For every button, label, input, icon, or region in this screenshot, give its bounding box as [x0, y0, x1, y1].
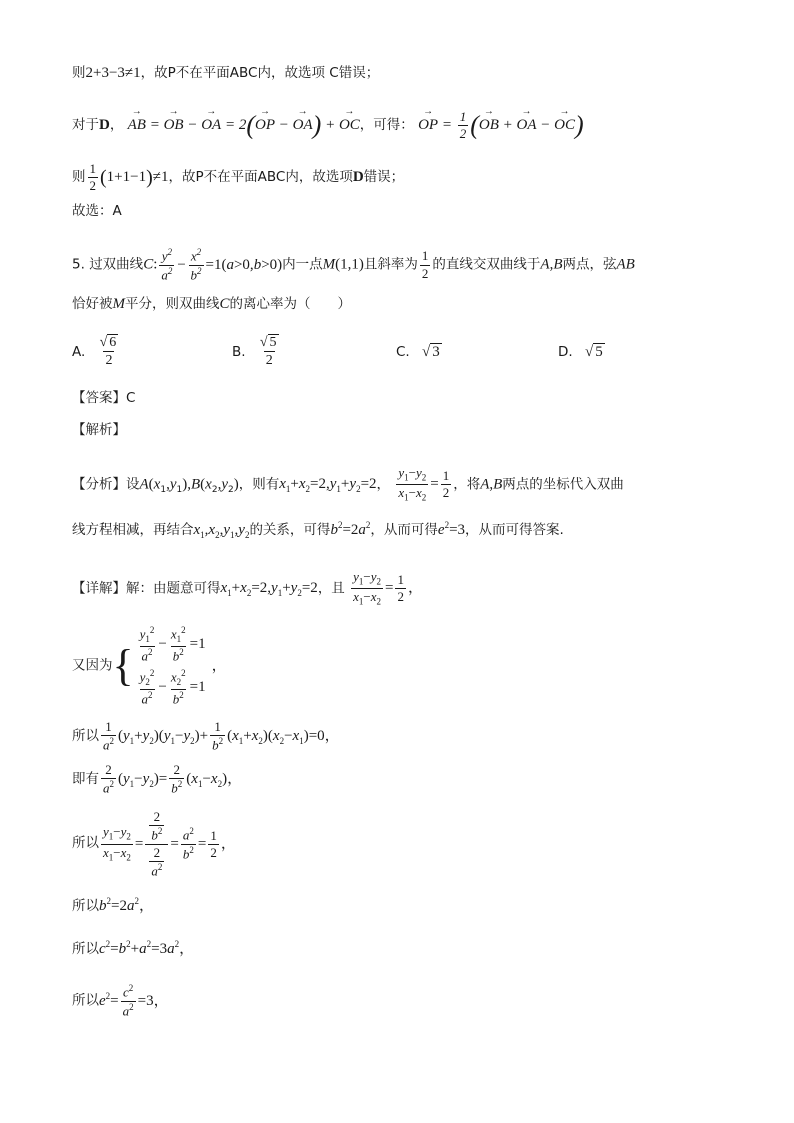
fenxi-label: 【分析】 — [72, 476, 126, 493]
suoyi-label-2: 所以 — [72, 835, 99, 852]
line-2: 对于D， → AB = → OB − → OA = 2(→ OP − → OA) + → OC，可得： → OP = $\frac{1}{2}$ (→ OB + → OA − → OC) — [72, 110, 584, 142]
line-3 — [72, 162, 404, 194]
line-3-pre: 则 — [72, 169, 86, 186]
option-b: B. $\frac{√ 5}{2}$ — [232, 335, 277, 369]
analysis-label: 【解析】 — [72, 422, 126, 438]
op-equation: → OP = $\frac{1}{2}$ (→ OB + → OA − → OC) — [418, 117, 584, 133]
xiangjie-label: 【详解】 — [72, 580, 126, 597]
q5-t3: 且斜率为 — [363, 256, 418, 273]
suoyi-line-2: 所以 $\frac{y_1-y_2}{x_1-x_2}$ = $\frac{\frac{2}{b^2}}{\frac{2}{a^2}}$ = $\frac{a^2}{b^2}$ = $\frac{1}{2}$ ， — [72, 809, 236, 879]
line-1-pre: 则 — [72, 65, 86, 81]
line-3-text: ，故P不在平面ABC内，故选项 — [168, 169, 353, 186]
xiangjie-line: 【详解】解：由题意可得$x_1+x_2=2,y_1+y_2=2$，且 $\frac{y_1-y_2}{x_1-x_2}$ = $\frac{1}{2}$ ， — [72, 569, 423, 608]
line-2-d: D — [99, 117, 110, 134]
suoyi-label-5: 所以 — [72, 992, 99, 1009]
fenxi-t7: 的关系，可得 — [249, 522, 331, 538]
answer-label: 【答案】 — [72, 390, 126, 406]
option-a-label: A. — [72, 343, 86, 360]
suoyi-line-3: 所以$b^2=2a^2$， — [72, 896, 154, 914]
line-4: 故选：A — [72, 203, 122, 219]
option-d-label: D. — [558, 344, 573, 360]
q5-t5: 两点，弦 — [562, 256, 617, 273]
line-3-d: D — [352, 169, 364, 186]
fenxi-t3: ， — [376, 476, 391, 493]
answer-value: C — [126, 390, 136, 406]
fenxi-line-1: 【分析】设$A(x_1,y_1),B(x_2,y_2)$，则有$x_1+x_2=2,y_1+y_2=2$， $\frac{y_1-y_2}{x_1-x_2}$ = $\frac{1}{2}$ ，将A,B两点的坐标代入双曲 — [72, 465, 624, 504]
vector-equation: → AB = → OB − → OA = 2(→ OP − → OA) + → OC — [128, 117, 360, 133]
line-2-pre: 对于 — [72, 117, 99, 134]
q5-t2: 内一点 — [282, 256, 323, 273]
hyperbola-equation: $\frac{y^2}{a^2}$ − $\frac{x^2}{b^2}$ =1(a>0,b>0) — [161, 247, 283, 282]
question-5-line-1: 5. 过双曲线C: $\frac{y^2}{a^2}$ − $\frac{x^2}{b^2}$ =1(a>0,b>0)内一点M(1,1)且斜率为 $\frac{1}{2}$ 的直线交双曲线于A,B两点，弦AB — [72, 247, 635, 282]
q5-t4: 的直线交双曲线于 — [432, 256, 541, 273]
fenxi-t5: 两点的坐标代入双曲 — [502, 476, 624, 493]
suoyi-label-4: 所以 — [72, 941, 99, 957]
line-3-expr: $\frac{1}{2}$ (1+1−1)≠1 — [89, 161, 169, 194]
q5-t8: 的离心率为（ ） — [229, 296, 352, 312]
fenxi-t8: ，从而可得 — [370, 522, 438, 538]
q5-t1: 过双曲线 — [89, 256, 144, 273]
xiangjie-t2: ，且 — [317, 580, 345, 597]
q5-t7: 平分，则双曲线 — [125, 296, 220, 312]
q5-num: 5. — [72, 256, 85, 273]
suoyi-label-1: 所以 — [72, 727, 99, 744]
fenxi-t6: 线方程相减，再结合 — [72, 522, 194, 538]
option-a: A. $\frac{√ 6}{2}$ — [72, 335, 117, 369]
line-2-text: ，可得： — [359, 117, 414, 134]
suoyi-line-5: 所以$e^2=$ $\frac{c^2}{a^2}$ =3， — [72, 983, 169, 1018]
line-1 — [72, 66, 379, 81]
suoyi-line-4: 所以$c^2=b^2+a^2=3a^2$， — [72, 939, 195, 957]
line-1-expr: 2+3−3≠1 — [85, 65, 141, 81]
option-c-label: C. — [396, 344, 410, 360]
suoyi-line-1: 所以 $\frac{1}{a^2}$ $(y_1+y_2)(y_1-y_2)+$ $\frac{1}{b^2}$ $(x_1+x_2)(x_2-x_1)=0$， — [72, 719, 340, 753]
question-5-line-2: 恰好被M平分，则双曲线C的离心率为（ ） — [72, 296, 352, 312]
line-3-post: 错误； — [363, 169, 405, 186]
option-b-label: B. — [232, 343, 246, 360]
fenxi-t9: ，从而可得答案. — [465, 522, 564, 538]
system-line: 又因为{ $\frac{y_1^2}{a^2}$ − $\frac{x_1^2}{b^2}$ =1 $\frac{y_2^2}{a^2}$ − $\frac{x_2^2}{b^2}$ =1 ， — [72, 625, 227, 707]
xiangjie-t1: 解：由题意可得 — [126, 580, 221, 597]
suoyi-label-3: 所以 — [72, 898, 99, 914]
line-1-text: ，故P不在平面ABC内，故选项 C错误； — [140, 65, 380, 81]
fenxi-t2: ，则有 — [238, 476, 280, 493]
answer — [72, 392, 135, 406]
q5-t6: 恰好被 — [72, 296, 113, 312]
fenxi-t4: ，将 — [453, 476, 481, 493]
jiyou-line: 即有 $\frac{2}{a^2}$ $(y_1-y_2)=$ $\frac{2}{b^2}$ $(x_1-x_2)$， — [72, 762, 243, 796]
fenxi-t1: 设 — [126, 476, 140, 493]
option-d: D. √ 5 — [558, 344, 603, 360]
fenxi-line-2: 线方程相减，再结合$x_1,x_2,y_1,y_2$的关系，可得$b^2=2a^2$，从而可得$e^2=3$，从而可得答案. — [72, 520, 564, 540]
jiyou-label: 即有 — [72, 770, 99, 787]
option-c: C. √ 3 — [396, 344, 440, 360]
youyin-label: 又因为 — [72, 657, 113, 674]
